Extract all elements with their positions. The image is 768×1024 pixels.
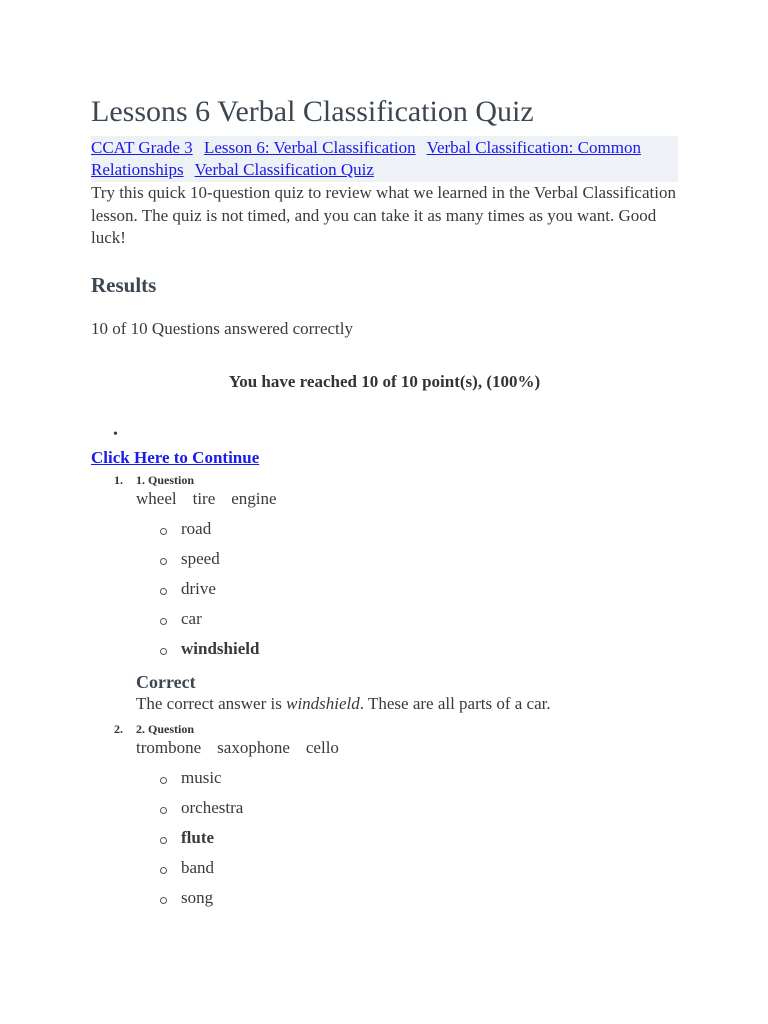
answer-option[interactable] [136, 883, 681, 913]
breadcrumb-link-ccat-grade-3[interactable]: CCAT Grade 3 [91, 138, 193, 157]
radio-circle-icon [160, 588, 167, 595]
answer-option-label: road [181, 518, 212, 538]
answer-option-label: orchestra [181, 797, 244, 817]
question-number: 2. [114, 721, 123, 736]
radio-circle-icon [160, 648, 167, 655]
radio-circle-icon [160, 807, 167, 814]
answer-option-label: song [181, 887, 214, 907]
results-heading: Results [91, 272, 157, 297]
continue-link[interactable]: Click Here to Continue [91, 447, 260, 467]
question-word: engine [231, 488, 277, 508]
question-list [91, 472, 681, 913]
question-item [91, 472, 681, 715]
answer-option[interactable] [136, 763, 681, 793]
explanation-suffix: . These are all parts of a car. [359, 693, 551, 713]
question-word: cello [305, 737, 339, 757]
radio-circle-icon [160, 867, 167, 874]
question-word: wheel [136, 488, 177, 508]
explanation-prefix: The correct answer is [136, 693, 287, 713]
answer-option[interactable] [136, 514, 681, 544]
question-words [136, 737, 681, 759]
answer-option-label: windshield [181, 638, 260, 658]
question-number: 1. [114, 472, 123, 487]
answer-option-label: music [181, 767, 222, 787]
intro-text: Try this quick 10-question quiz to review what we learned in the Verbal Classification lesson. The quiz is not timed, and you can take it as many times as you want. Good luck! [91, 183, 676, 247]
radio-circle-icon [160, 558, 167, 565]
answer-option-label: speed [181, 548, 220, 568]
quiz-page [91, 92, 681, 913]
answer-option-label: car [181, 608, 202, 628]
question-word: saxophone [217, 737, 290, 757]
answer-option[interactable] [136, 574, 681, 604]
breadcrumb-link-lesson-6[interactable]: Lesson 6: Verbal Classification [203, 138, 416, 157]
breadcrumb-link-quiz[interactable]: Verbal Classification Quiz [194, 160, 374, 179]
answer-option-label: band [181, 857, 215, 877]
page-title: Lessons 6 Verbal Classification Quiz [91, 95, 534, 128]
question-heading: 1. Question [136, 472, 195, 487]
answer-option[interactable] [136, 604, 681, 634]
radio-circle-icon [160, 528, 167, 535]
results-summary: 10 of 10 Questions answered correctly [91, 318, 354, 338]
points-message: You have reached 10 of 10 point(s), (100%) [228, 371, 541, 391]
answer-option-selected[interactable] [136, 823, 681, 853]
question-word: tire [192, 488, 216, 508]
answer-options [136, 763, 681, 913]
answer-verdict: Correct [136, 671, 196, 692]
radio-circle-icon [160, 897, 167, 904]
answer-option[interactable] [136, 793, 681, 823]
answer-option[interactable] [136, 853, 681, 883]
breadcrumb [91, 136, 678, 182]
empty-bullet: • [113, 426, 118, 442]
answer-options [136, 514, 681, 664]
answer-option-label: drive [181, 578, 216, 598]
question-item [91, 721, 681, 913]
question-word: trombone [136, 737, 202, 757]
radio-circle-icon [160, 777, 167, 784]
answer-option-selected[interactable] [136, 634, 681, 664]
radio-circle-icon [160, 618, 167, 625]
answer-option[interactable] [136, 544, 681, 574]
question-heading: 2. Question [136, 721, 195, 736]
breadcrumb-link-common-relationships[interactable]: Verbal Classification: Common Relationships [91, 138, 641, 179]
explanation-answer: windshield [286, 693, 360, 713]
answer-explanation [136, 693, 681, 715]
answer-option-label: flute [181, 827, 215, 847]
radio-circle-icon [160, 837, 167, 844]
question-words [136, 488, 681, 510]
